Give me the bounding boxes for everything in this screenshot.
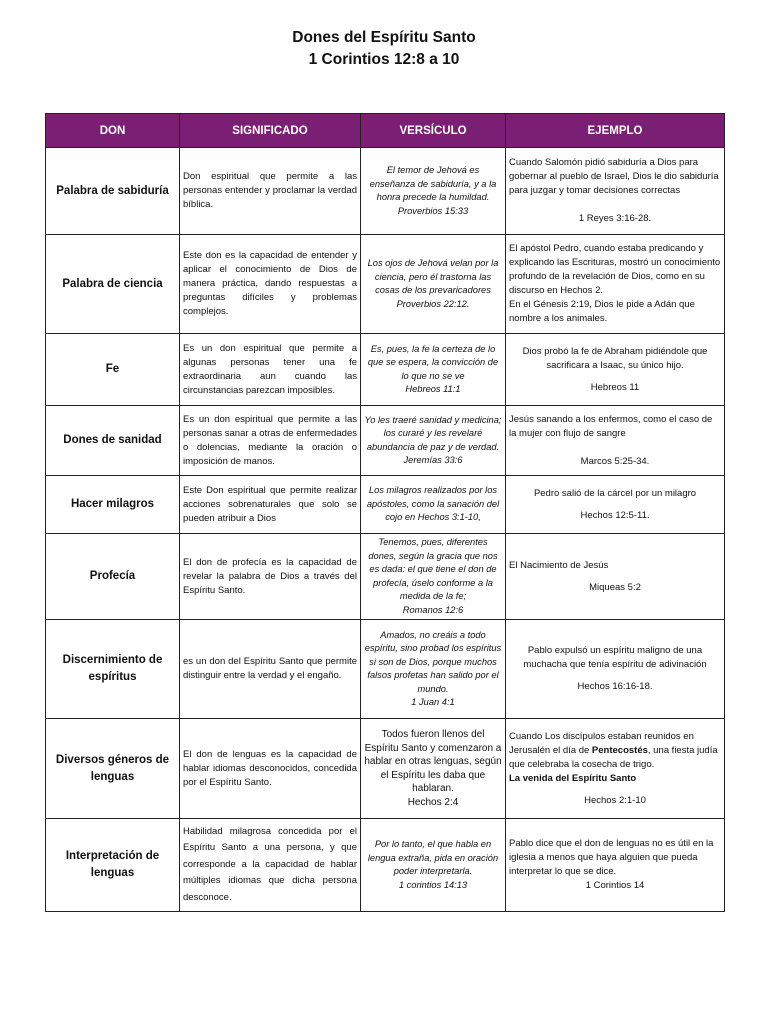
ejemplo-text: Pedro salió de la cárcel por un milagro bbox=[533, 487, 697, 499]
table-row bbox=[46, 406, 725, 476]
versiculo-text: Tenemos, pues, diferentes dones, según la gracia que nos es dada: el que tiene el don de profecía, úselo conforme a la medida de la fe; bbox=[368, 537, 498, 601]
cell-ejemplo bbox=[506, 719, 725, 819]
cell-don: Profecía bbox=[46, 534, 180, 620]
cell-significado: El don de lenguas es la capacidad de hablar idiomas desconocidos, concedida por el Espíritu Santo. bbox=[180, 719, 361, 819]
cell-versiculo: Los milagros realizados por los apóstoles, como la sanación del cojo en Hechos 3:1-10, bbox=[361, 476, 506, 534]
table-row bbox=[46, 334, 725, 406]
versiculo-ref: Hechos 2:4 bbox=[407, 796, 459, 808]
header-don: DON bbox=[46, 114, 180, 148]
table-row bbox=[46, 476, 725, 534]
table-row bbox=[46, 534, 725, 620]
cell-don: Diversos géneros de lenguas bbox=[46, 719, 180, 819]
cell-significado: Es un don espiritual que permite a las personas sanar a otras de enfermedades o dolencias, mediante la oración o imposición de manos. bbox=[180, 406, 361, 476]
cell-versiculo bbox=[361, 235, 506, 334]
ejemplo-ref: Hechos 12:5-11. bbox=[580, 509, 650, 521]
cell-ejemplo bbox=[506, 620, 725, 719]
ejemplo-ref: Miqueas 5:2 bbox=[589, 581, 641, 593]
cell-significado: Este Don espiritual que permite realizar acciones sobrenaturales que solo se pueden atribuir a Dios bbox=[180, 476, 361, 534]
versiculo-text: Por lo tanto, el que habla en lengua extraña, pida en oración poder interpretarla. bbox=[367, 839, 499, 876]
header-significado: SIGNIFICADO bbox=[180, 114, 361, 148]
cell-versiculo bbox=[361, 620, 506, 719]
cell-ejemplo bbox=[506, 148, 725, 235]
ejemplo-text: El Nacimiento de Jesús bbox=[509, 559, 609, 571]
versiculo-text: Yo les traeré sanidad y medicina; los curaré y les revelaré abundancia de paz y de verdad. bbox=[364, 414, 502, 452]
ejemplo-bold: Pentecostés bbox=[591, 744, 648, 756]
cell-don: Interpretación de lenguas bbox=[46, 819, 180, 912]
cell-ejemplo bbox=[506, 476, 725, 534]
ejemplo-text: Jesús sanando a los enfermos, como el caso de la mujer con flujo de sangre bbox=[509, 413, 713, 439]
table-row bbox=[46, 719, 725, 819]
versiculo-ref: Jeremías 33:6 bbox=[403, 455, 463, 465]
versiculo-ref: 1 Juan 4:1 bbox=[411, 697, 455, 707]
cell-don: Palabra de ciencia bbox=[46, 235, 180, 334]
ejemplo-ref: 1 Reyes 3:16-28. bbox=[578, 213, 652, 224]
cell-significado: Don espiritual que permite a las personas entender y proclamar la verdad bíblica. bbox=[180, 148, 361, 235]
versiculo-text: Es, pues, la fe la certeza de lo que se espera, la convicción de lo que no se ve bbox=[367, 343, 499, 381]
cell-ejemplo bbox=[506, 534, 725, 620]
versiculo-ref: Proverbios 15:33 bbox=[397, 205, 469, 216]
ejemplo-text-2: En el Génesis 2:19, Dios le pide a Adán que nombre a los animales. bbox=[509, 299, 695, 324]
cell-ejemplo bbox=[506, 235, 725, 334]
cell-versiculo bbox=[361, 334, 506, 406]
cell-versiculo bbox=[361, 148, 506, 235]
ejemplo-ref: Hebreos 11 bbox=[590, 381, 640, 393]
cell-significado: es un don del Espíritu Santo que permite distinguir entre la verdad y el engaño. bbox=[180, 620, 361, 719]
table-row bbox=[46, 235, 725, 334]
table-header-row bbox=[46, 114, 725, 148]
ejemplo-text: Pablo dice que el don de lenguas no es útil en la iglesia a menos que haya alguien que pueda interpretar lo que se dice. bbox=[509, 838, 714, 877]
cell-versiculo bbox=[361, 819, 506, 912]
cell-ejemplo bbox=[506, 406, 725, 476]
cell-significado: Es un don espiritual que permite a algunas personas tener una fe extraordinaria aun cuando las circunstancias parezcan imposibles. bbox=[180, 334, 361, 406]
versiculo-ref: 1 corintios 14:13 bbox=[398, 879, 468, 890]
ejemplo-text: Cuando Salomón pidió sabiduría a Dios para gobernar al pueblo de Israel, Dios le dio sabiduría para juzgar y tomar decisiones correctas bbox=[509, 157, 719, 196]
cell-don: Fe bbox=[46, 334, 180, 406]
versiculo-ref: Romanos 12:6 bbox=[402, 604, 464, 615]
gifts-table bbox=[45, 113, 725, 912]
versiculo-ref: Hebreos 11:1 bbox=[405, 384, 461, 394]
ejemplo-text: Pablo expulsó un espíritu maligno de una muchacha que tenía espíritu de adivinación bbox=[523, 645, 707, 670]
ejemplo-ref: Hechos 16:16-18. bbox=[577, 681, 653, 692]
cell-versiculo bbox=[361, 534, 506, 620]
table-row bbox=[46, 819, 725, 912]
ejemplo-pre: Cuando Los discípulos estaban reunidos en Jerusalén el día de bbox=[509, 730, 694, 756]
cell-ejemplo bbox=[506, 819, 725, 912]
cell-don: Hacer milagros bbox=[46, 476, 180, 534]
cell-versiculo bbox=[361, 719, 506, 819]
cell-significado: Este don es la capacidad de entender y aplicar el conocimiento de Dios de manera práctica, dando respuestas a preguntas difíciles y problemas complejos. bbox=[180, 235, 361, 334]
page-title bbox=[0, 27, 768, 71]
table-row bbox=[46, 620, 725, 719]
ejemplo-ref: Marcos 5:25-34. bbox=[580, 455, 650, 467]
cell-don: Palabra de sabiduría bbox=[46, 148, 180, 235]
title-line-1: Dones del Espíritu Santo bbox=[292, 29, 476, 46]
versiculo-text: Los ojos de Jehová velan por la ciencia, pero él trastorna las cosas de los prevaricadores bbox=[367, 258, 499, 295]
table-row bbox=[46, 148, 725, 235]
header-versiculo: VERSÍCULO bbox=[361, 114, 506, 148]
ejemplo-post: , una fiesta judía que celebraba la cosecha de trigo. bbox=[509, 744, 718, 770]
ejemplo-text: Dios probó la fe de Abraham pidiéndole que sacrificara a Isaac, su único hijo. bbox=[522, 345, 708, 371]
cell-significado: El don de profecía es la capacidad de revelar la palabra de Dios a través del Espíritu Santo. bbox=[180, 534, 361, 620]
ejemplo-ref: Hechos 2:1-10 bbox=[584, 794, 646, 806]
title-line-2: 1 Corintios 12:8 a 10 bbox=[308, 51, 460, 68]
cell-versiculo bbox=[361, 406, 506, 476]
cell-significado: Habilidad milagrosa concedida por el Espíritu Santo a una persona, y que corresponde a la capacidad de hablar múltiples idiomas que dicha persona desconoce. bbox=[180, 819, 361, 912]
versiculo-text: El temor de Jehová es enseñanza de sabiduría, y a la honra precede la humildad. bbox=[369, 165, 497, 202]
ejemplo-text: El apóstol Pedro, cuando estaba predicando y explicando las Escrituras, mostró un conocimiento profundo de la revelación de Dios, como en su discurso en Hechos 2. bbox=[509, 243, 721, 296]
ejemplo-bold-2: La venida del Espíritu Santo bbox=[509, 772, 637, 784]
versiculo-text: Amados, no creáis a todo espíritu, sino probad los espíritus si son de Dios, porque muchos falsos profetas han salido por el mundo. bbox=[364, 629, 502, 694]
versiculo-ref: Proverbios 22:12. bbox=[396, 298, 470, 309]
versiculo-text: Todos fueron llenos del Espíritu Santo y comenzaron a hablar en otras lenguas, según el Espíritu les daba que hablaran. bbox=[364, 729, 502, 794]
cell-ejemplo bbox=[506, 334, 725, 406]
ejemplo-ref: 1 Corintios 14 bbox=[585, 880, 645, 891]
header-ejemplo: EJEMPLO bbox=[506, 114, 725, 148]
cell-don: Discernimiento de espíritus bbox=[46, 620, 180, 719]
cell-don: Dones de sanidad bbox=[46, 406, 180, 476]
